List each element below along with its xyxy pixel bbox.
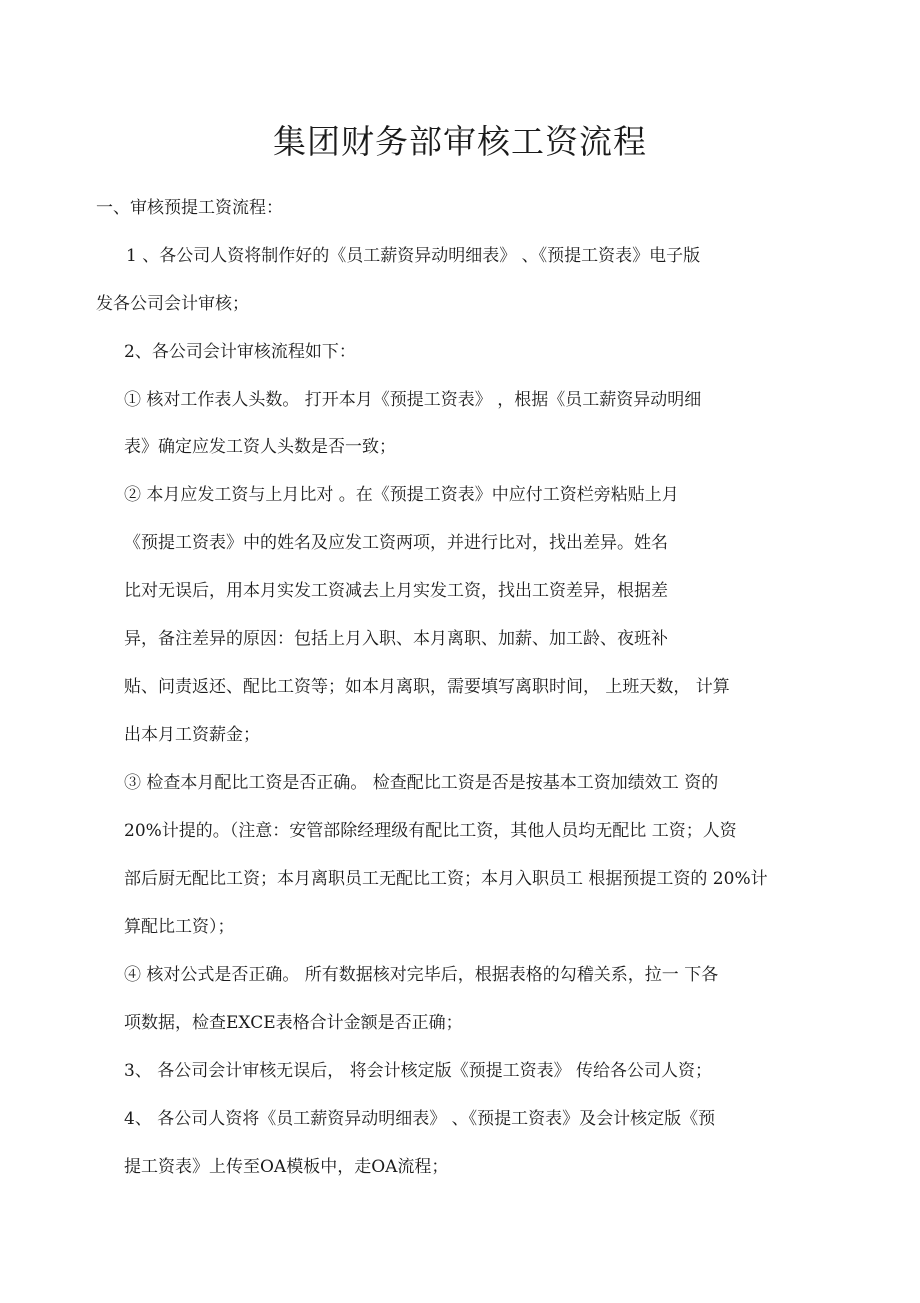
paragraph-line: 异，备注差异的原因：包括上月入职、本月离职、加薪、加工龄、夜班补	[124, 629, 668, 649]
section-heading-1: 一、审核预提工资流程：	[96, 198, 283, 218]
paragraph-line: 出本月工资薪金；	[124, 725, 260, 745]
paragraph-line: 1 、各公司人资将制作好的《员工薪资异动明细表》 、《预提工资表》电子版	[126, 246, 701, 266]
paragraph-line: 2、各公司会计审核流程如下：	[124, 342, 356, 362]
paragraph-line: ③ 检查本月配比工资是否正确。 检查配比工资是否是按基本工资加绩效工 资的	[124, 773, 719, 793]
paragraph-line: ② 本月应发工资与上月比对 。在《预提工资表》中应付工资栏旁粘贴上月	[124, 485, 679, 505]
paragraph-line: 《预提工资表》中的姓名及应发工资两项，并进行比对，找出差异。姓名	[124, 533, 668, 553]
paragraph-line: 项数据，检查EXCE表格合计金额是否正确；	[124, 1013, 463, 1033]
paragraph-line: 比对无误后，用本月实发工资减去上月实发工资，找出工资差异，根据差	[124, 581, 668, 601]
paragraph-line: 4、 各公司人资将《员工薪资异动明细表》 、《预提工资表》及会计核定版《预	[124, 1109, 716, 1129]
paragraph-line: 3、 各公司会计审核无误后， 将会计核定版《预提工资表》 传给各公司人资；	[124, 1061, 713, 1081]
paragraph-line: ④ 核对公式是否正确。 所有数据核对完毕后，根据表格的勾稽关系，拉一 下各	[124, 965, 719, 985]
paragraph-line: 部后厨无配比工资；本月离职员工无配比工资；本月入职员工 根据预提工资的 20%计	[124, 869, 768, 889]
document-title: 集团财务部审核工资流程	[273, 122, 647, 161]
paragraph-line: 算配比工资）；	[124, 917, 235, 937]
paragraph-line: 发各公司会计审核；	[96, 294, 249, 314]
paragraph-line: 提工资表》上传至OA模板中，走OA流程；	[124, 1157, 449, 1177]
paragraph-line: 表》确定应发工资人头数是否一致；	[124, 437, 396, 457]
paragraph-line: ① 核对工作表人头数。 打开本月《预提工资表》 ，根据《员工薪资异动明细	[124, 390, 702, 410]
paragraph-line: 贴、问责返还、配比工资等；如本月离职，需要填写离职时间， 上班天数， 计算	[124, 677, 730, 697]
paragraph-line: 20%计提的。（注意：安管部除经理级有配比工资，其他人员均无配比 工资；人资	[124, 821, 737, 841]
